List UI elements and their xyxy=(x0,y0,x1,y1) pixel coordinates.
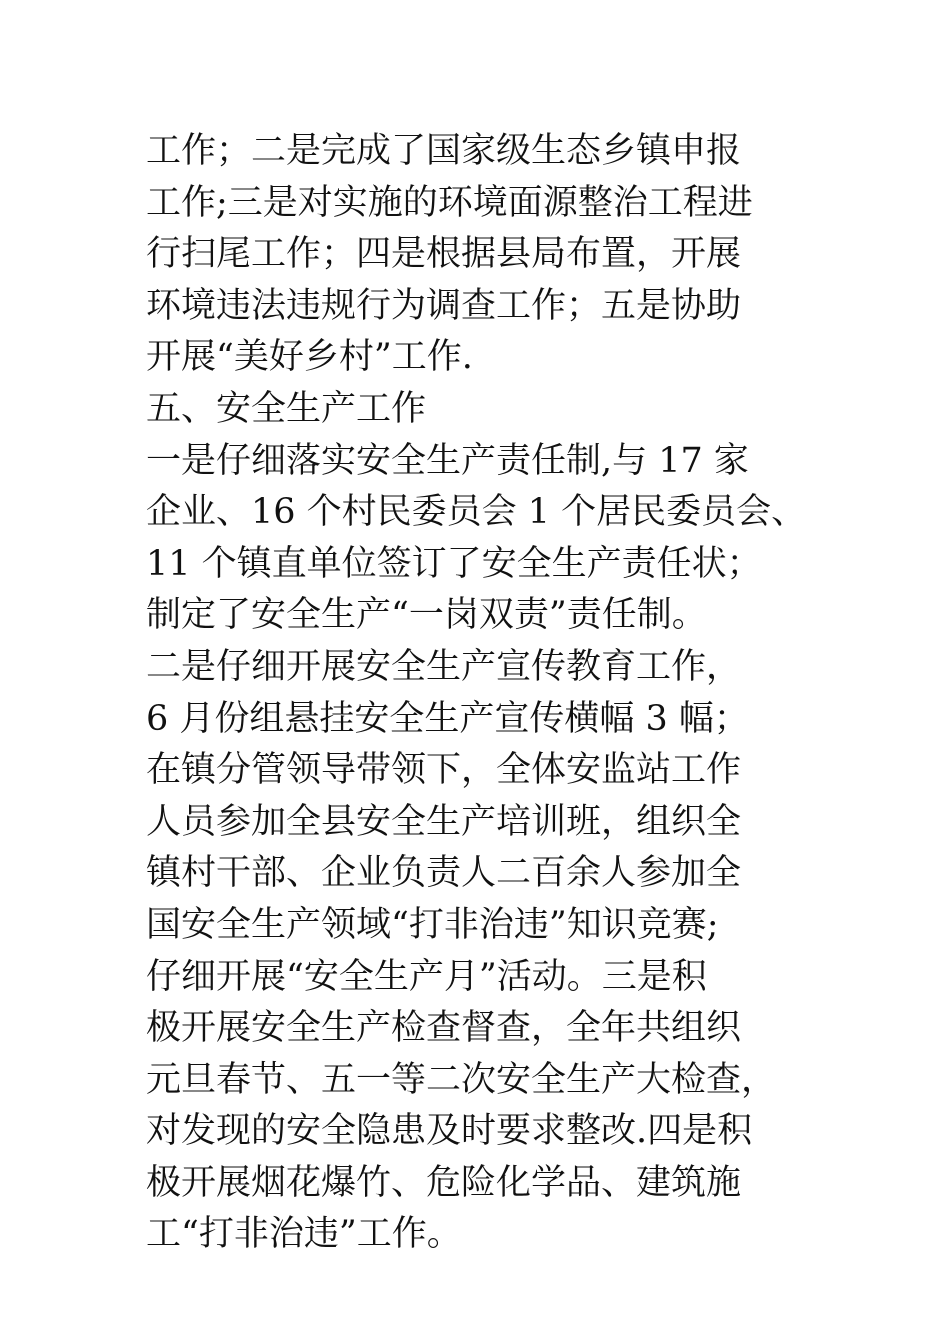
text-line: 极开展安全生产检查督查，全年共组织 xyxy=(146,1008,742,1049)
body-text xyxy=(146,126,846,1261)
text-line: 国安全生产领域“打非治违”知识竞赛; xyxy=(146,904,719,945)
text-line: 元旦春节、五一等二次安全生产大检查， xyxy=(146,1059,777,1100)
text-line: 二是仔细开展安全生产宣传教育工作， xyxy=(146,646,742,687)
text-line: 仔细开展“安全生产月”活动。三是积 xyxy=(146,956,707,997)
text-line: 制定了安全生产“一岗双责”责任制。 xyxy=(146,595,707,636)
text-line: 镇村干部、企业负责人二百余人参加全 xyxy=(146,853,742,894)
text-line: 6 月份组悬挂安全生产宣传横幅 3 幅； xyxy=(146,698,749,739)
text-line: 开展“美好乡村”工作. xyxy=(146,337,473,378)
text-line: 环境违法违规行为调查工作；五是协助 xyxy=(146,285,742,326)
text-line: 11 个镇直单位签订了安全生产责任状； xyxy=(146,543,762,584)
text-line: 行扫尾工作；四是根据县局布置，开展 xyxy=(146,234,742,275)
section-heading: 五、安全生产工作 xyxy=(146,388,427,429)
text-line: 人员参加全县安全生产培训班，组织全 xyxy=(146,801,742,842)
text-line: 一是仔细落实安全生产责任制,与 17 家 xyxy=(146,440,749,481)
text-line: 企业、16 个村民委员会 1 个居民委员会、 xyxy=(146,492,807,533)
text-line: 极开展烟花爆竹、危险化学品、建筑施 xyxy=(146,1162,742,1203)
text-line: 工作；二是完成了国家级生态乡镇申报 xyxy=(146,131,742,171)
text-line: 在镇分管领导带领下，全体安监站工作 xyxy=(146,750,742,791)
text-line: 对发现的安全隐患及时要求整改.四是积 xyxy=(146,1111,753,1152)
text-line: 工作;三是对实施的环境面源整治工程进 xyxy=(146,182,753,223)
text-line: 工“打非治违”工作。 xyxy=(146,1214,462,1255)
